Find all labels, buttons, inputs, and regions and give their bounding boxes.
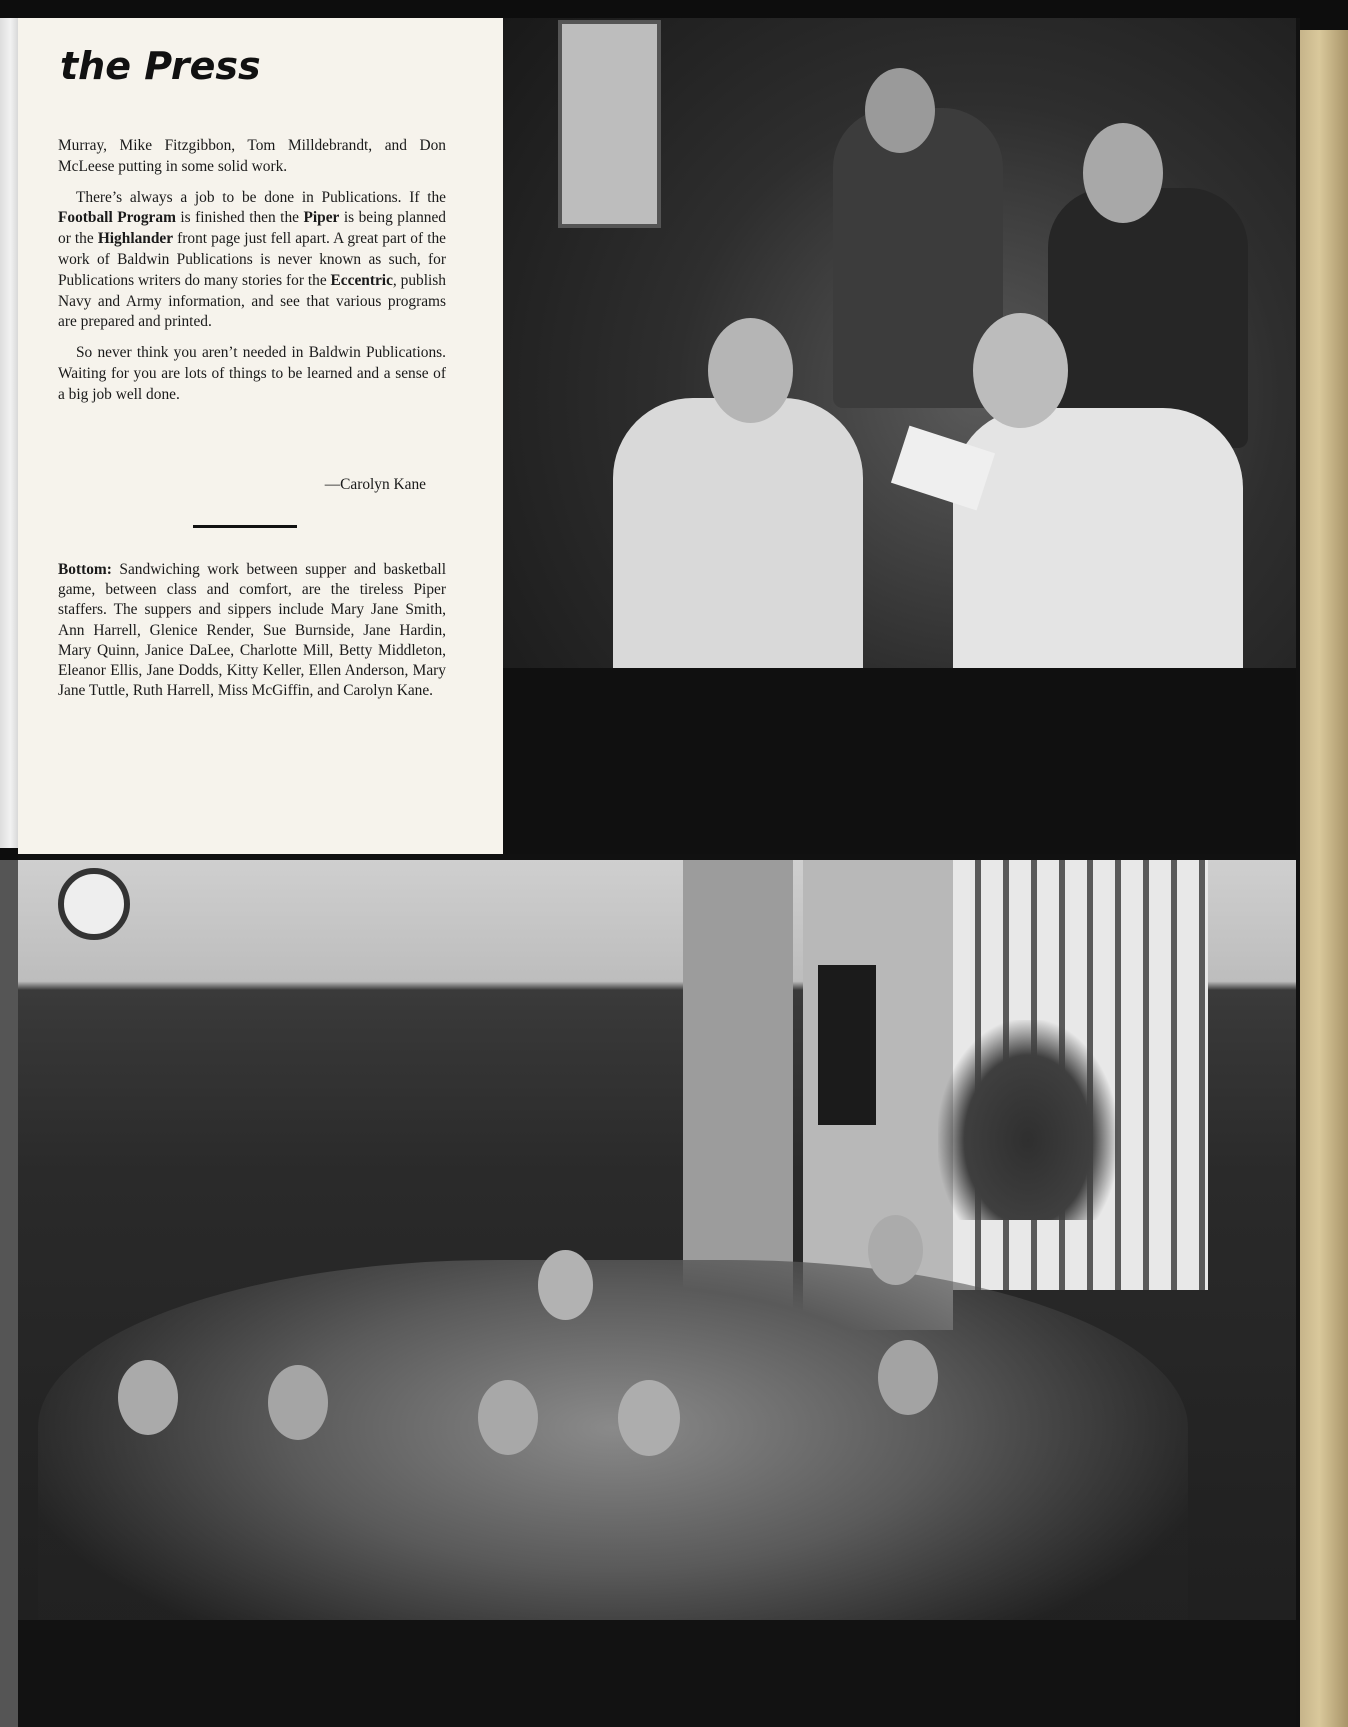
girl-right-head bbox=[973, 313, 1068, 428]
facing-page-edge-lower bbox=[0, 860, 18, 1727]
desk bbox=[503, 668, 1296, 854]
paragraph-1: Murray, Mike Fitzgibbon, Tom Milldebrandt, and Don McLeese putting in some solid work. bbox=[58, 137, 446, 175]
girl-head-7 bbox=[868, 1215, 923, 1285]
girl-left-head bbox=[708, 318, 793, 423]
desks-row bbox=[18, 1620, 1296, 1727]
girl-head-3 bbox=[478, 1380, 538, 1455]
seated-girls-group bbox=[38, 1260, 1188, 1680]
wall-plaque bbox=[818, 965, 876, 1125]
girl-head-2 bbox=[268, 1365, 328, 1440]
wall-clock bbox=[58, 868, 130, 940]
author-signature: —Carolyn Kane bbox=[324, 476, 426, 493]
potted-plant bbox=[938, 1020, 1118, 1220]
seated-man-head bbox=[1083, 123, 1163, 223]
divider-rule bbox=[193, 525, 297, 528]
standing-man-head bbox=[865, 68, 935, 153]
girl-head-5 bbox=[878, 1340, 938, 1415]
article-body bbox=[58, 136, 446, 416]
girl-head-4 bbox=[618, 1380, 680, 1456]
window-frame bbox=[558, 20, 661, 228]
page-edge bbox=[1300, 30, 1348, 1727]
page-title: the Press bbox=[60, 44, 261, 88]
paragraph-2: There’s always a job to be done in Publications. If the Football Program is finished then the Piper is being planned or the Highlander front page just fell apart. A great part of the work of Baldwin Publications is never known as such, for Publications writers do many stories for the Eccentric, publish Navy and Army information, and see that various programs are prepared and printed. bbox=[58, 188, 446, 331]
caption-text: Sandwiching work between supper and basketball game, between class and comfort, are the tireless Piper staffers. The suppers and sippers include Mary Jane Smith, Ann Harrell, Glenice Render, Sue Burnside, Jane Hardin, Mary Quinn, Janice DaLee, Charlotte Mill, Betty Middleton, Eleanor Ellis, Jane Dodds, Kitty Keller, Ellen Anderson, Mary Jane Tuttle, Ruth Harrell, Miss McGiffin, and Carolyn Kane. bbox=[58, 561, 446, 700]
top-photo bbox=[503, 18, 1296, 854]
bottom-photo bbox=[18, 860, 1296, 1727]
girl-head-1 bbox=[118, 1360, 178, 1435]
caption-label: Bottom: bbox=[58, 561, 112, 578]
photo-caption bbox=[58, 560, 446, 701]
paragraph-3: So never think you aren’t needed in Baldwin Publications. Waiting for you are lots of things to be learned and a sense of a big job well done. bbox=[58, 344, 446, 403]
girl-head-6 bbox=[538, 1250, 593, 1320]
